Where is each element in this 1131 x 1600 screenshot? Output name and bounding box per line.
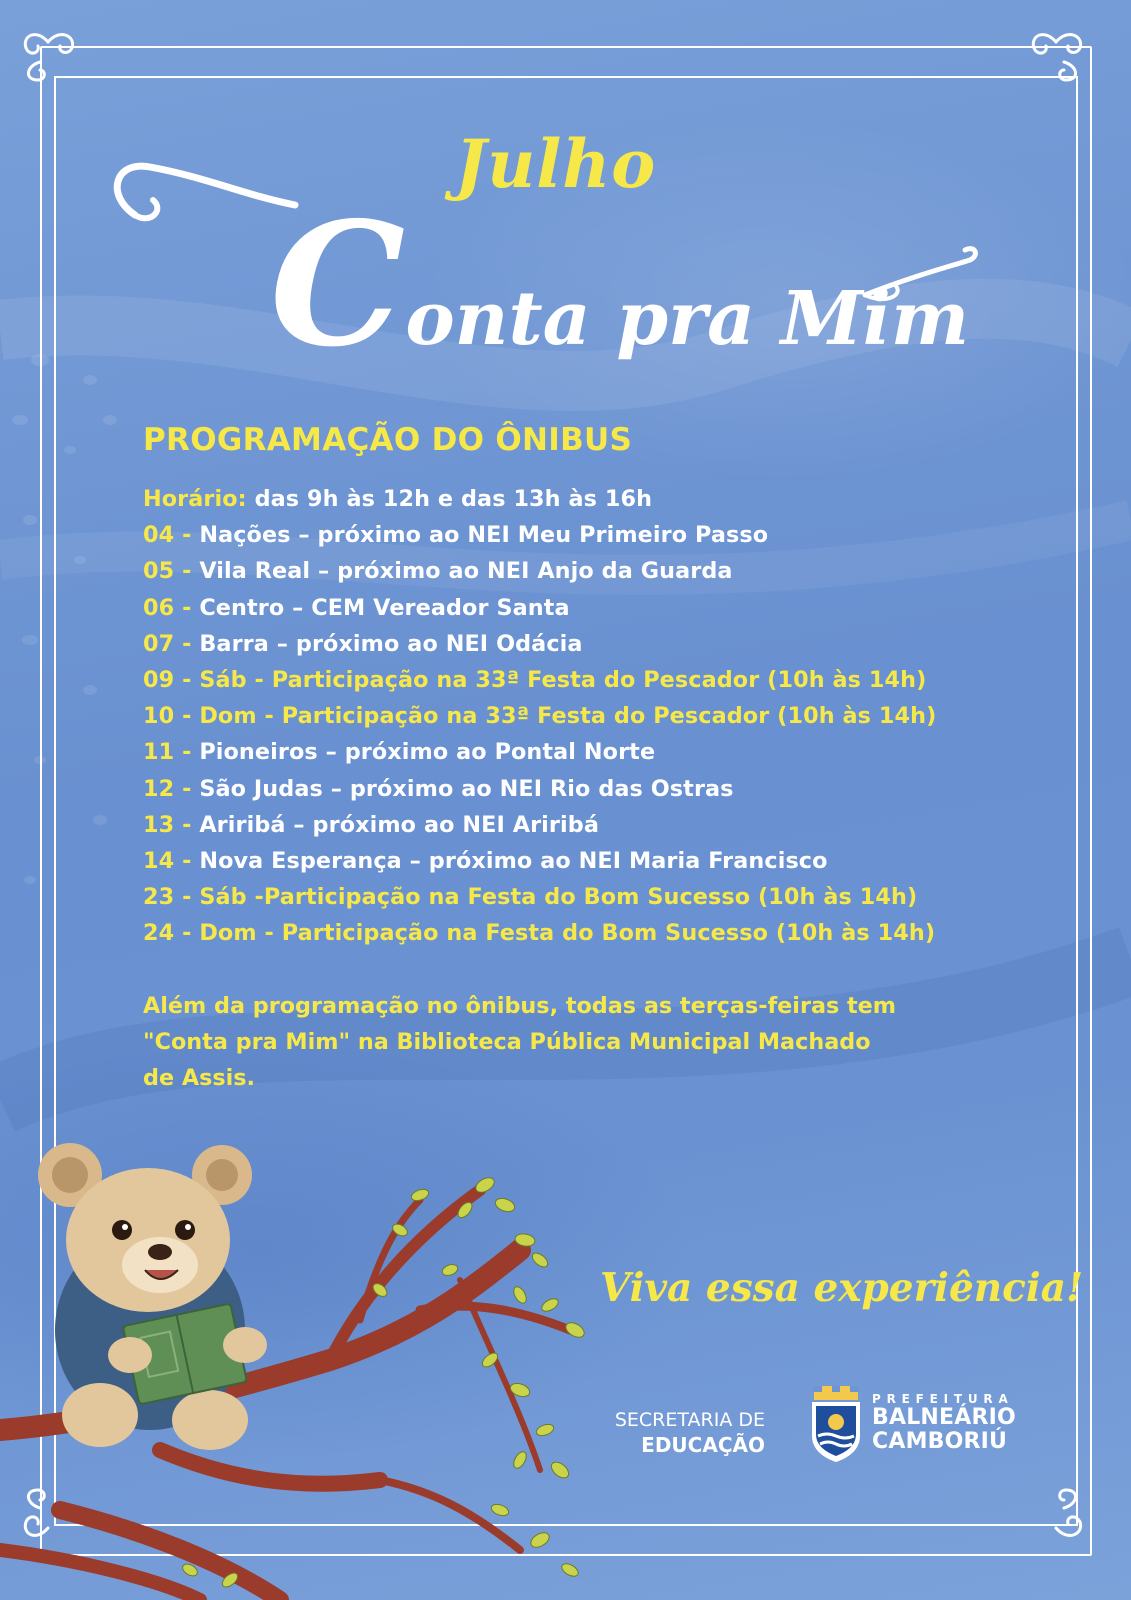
schedule-day: 05 - (143, 558, 192, 585)
secretaria-logo-text (585, 1408, 765, 1458)
schedule-item (143, 848, 1023, 884)
schedule-item (143, 703, 1023, 739)
prefeitura-line-3: CAMBORIÚ (872, 1429, 1008, 1454)
corner-ornament-icon (1024, 1484, 1088, 1548)
schedule-text: Sáb - Participação na 33ª Festa do Pescador (10h às 14h) (199, 666, 927, 693)
schedule-day: 11 - (143, 739, 192, 766)
schedule-text: Dom - Participação na Festa do Bom Sucesso (10h às 14h) (199, 920, 936, 947)
note-line-3: de Assis. (143, 1065, 256, 1091)
schedule-day: 04 - (143, 522, 192, 549)
bear-on-branch-illustration (0, 1130, 640, 1600)
month-title: Julho (455, 125, 657, 203)
corner-ornament-icon (1024, 22, 1088, 86)
teddy-bear-icon (38, 1143, 267, 1450)
program-title-rest: onta pra Mim (405, 276, 970, 362)
hours-value: das 9h às 12h e das 13h às 16h (254, 486, 653, 512)
schedule-day: 09 - (143, 666, 192, 693)
schedule-day: 12 - (143, 775, 192, 802)
slogan: Viva essa experiência! (600, 1265, 1084, 1311)
prefeitura-line-2: BALNEÁRIO (872, 1405, 1016, 1430)
schedule-text: Centro – CEM Vereador Santa (199, 594, 570, 621)
schedule-item (143, 558, 1023, 594)
schedule-text: Nova Esperança – próximo ao NEI Maria Francisco (199, 847, 828, 874)
schedule-day: 14 - (143, 847, 192, 874)
prefeitura-logo-text (872, 1392, 1016, 1454)
secretaria-line-2: EDUCAÇÃO (641, 1433, 765, 1457)
library-note (143, 988, 963, 1096)
schedule-text: Dom - Participação na 33ª Festa do Pescador (10h às 14h) (199, 703, 937, 730)
schedule-text: Pioneiros – próximo ao Pontal Norte (199, 739, 656, 766)
schedule-day: 10 - (143, 703, 192, 730)
program-title (270, 185, 970, 385)
schedule-day: 23 - (143, 884, 192, 911)
city-crest-icon (808, 1384, 864, 1464)
schedule-item (143, 631, 1023, 667)
schedule-item (143, 812, 1023, 848)
schedule-day: 07 - (143, 630, 192, 657)
schedule-text: Ariribá – próximo ao NEI Ariribá (199, 811, 599, 838)
schedule-list (143, 522, 1023, 956)
program-title-initial: C (270, 185, 406, 385)
schedule-item (143, 739, 1023, 775)
schedule-text: São Judas – próximo ao NEI Rio das Ostras (199, 775, 734, 802)
schedule-day: 13 - (143, 811, 192, 838)
schedule-hours (143, 486, 1023, 522)
note-line-1: Além da programação no ônibus, todas as terças-feiras tem (143, 993, 897, 1019)
schedule-item (143, 884, 1023, 920)
schedule-item (143, 595, 1023, 631)
schedule-day: 06 - (143, 594, 192, 621)
prefeitura-line-1: PREFEITURA (872, 1392, 1014, 1406)
schedule-item (143, 920, 1023, 956)
schedule-text: Nações – próximo ao NEI Meu Primeiro Passo (199, 522, 769, 549)
schedule-day: 24 - (143, 920, 192, 947)
schedule-item (143, 667, 1023, 703)
schedule-item (143, 522, 1023, 558)
schedule-text: Vila Real – próximo ao NEI Anjo da Guarda (199, 558, 733, 585)
schedule-item (143, 776, 1023, 812)
section-title: PROGRAMAÇÃO DO ÔNIBUS (143, 422, 633, 458)
corner-ornament-icon (16, 22, 80, 86)
note-line-2: "Conta pra Mim" na Biblioteca Pública Municipal Machado (143, 1029, 871, 1055)
bus-schedule (143, 486, 1023, 956)
hours-label: Horário: (143, 486, 247, 512)
schedule-text: Sáb -Participação na Festa do Bom Sucesso (10h às 14h) (199, 884, 918, 911)
schedule-text: Barra – próximo ao NEI Odácia (199, 630, 583, 657)
secretaria-line-1: SECRETARIA DE (614, 1409, 765, 1431)
